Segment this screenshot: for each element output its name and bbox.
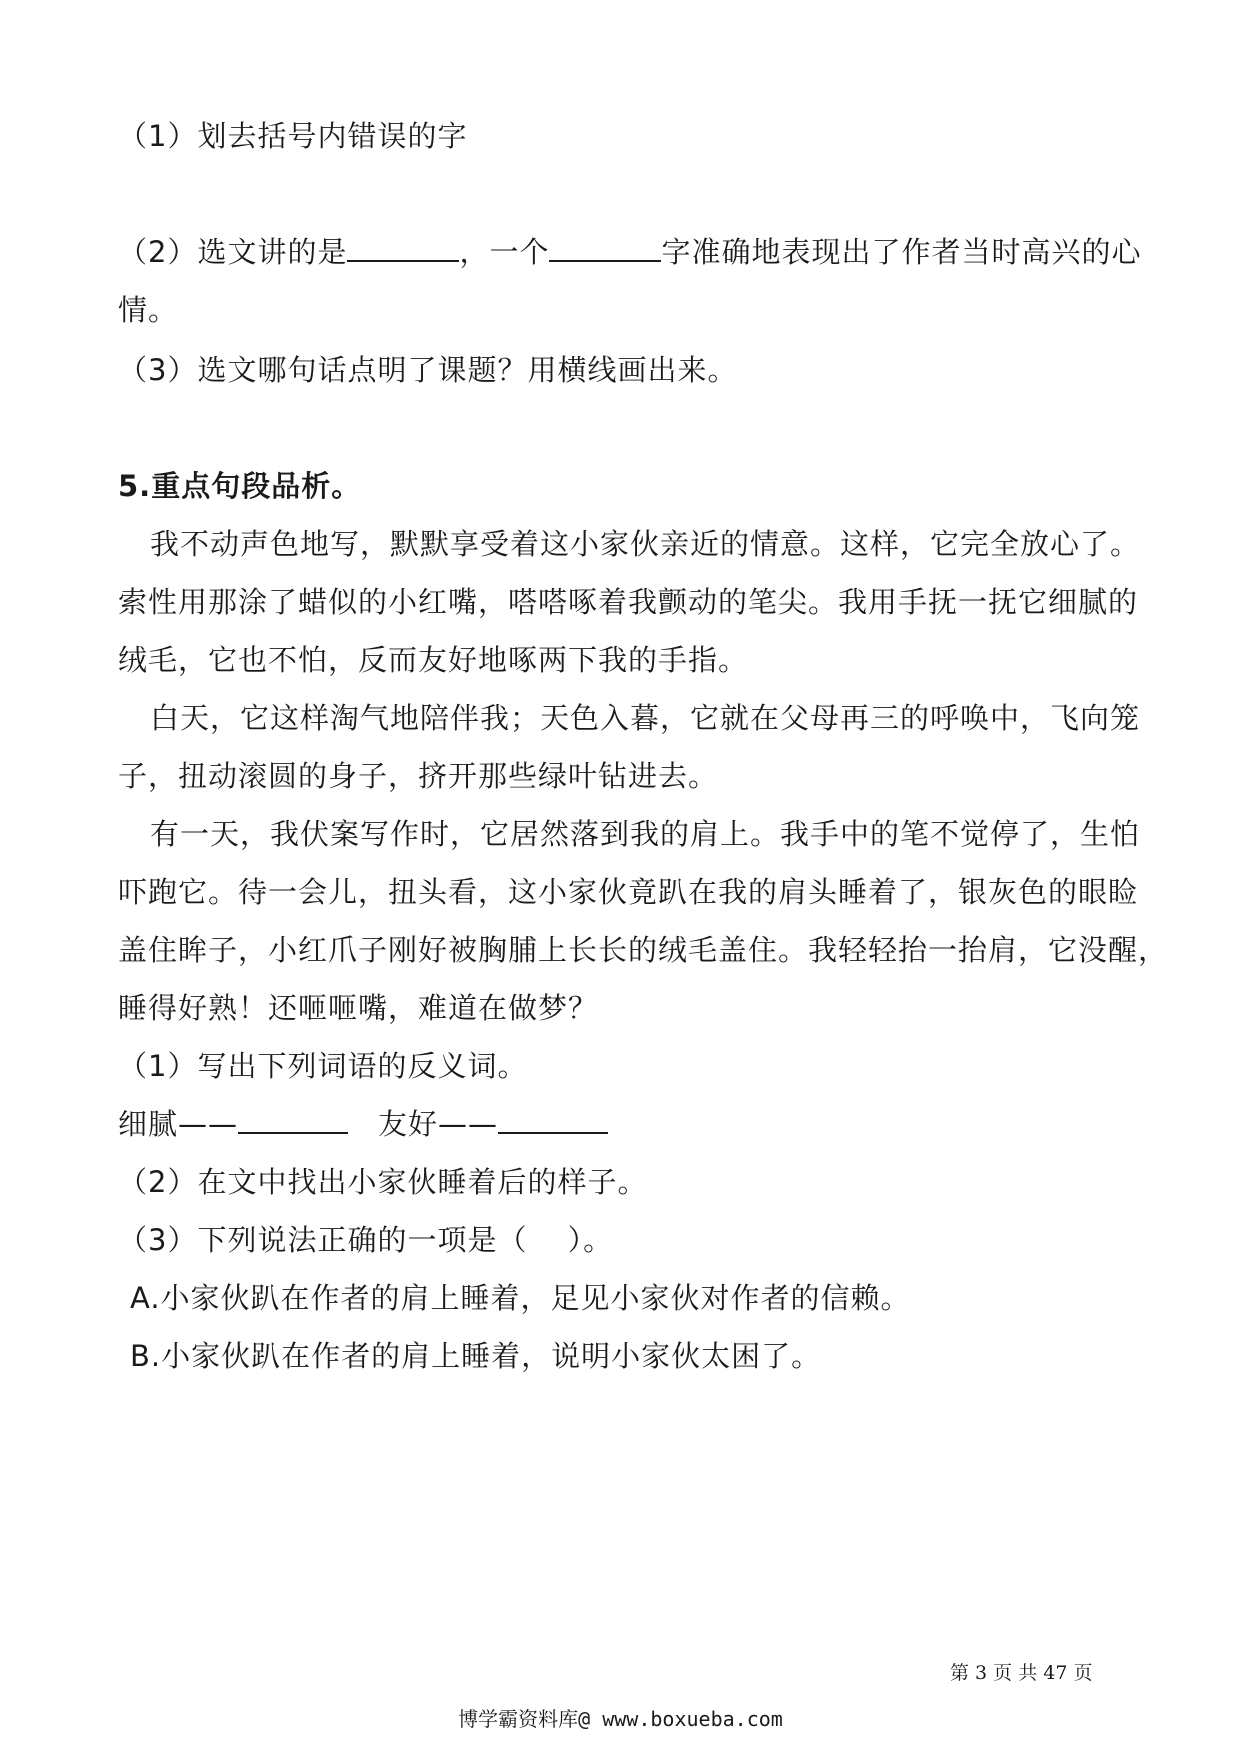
passage-paragraph-1-line-3: 绒毛，它也不怕，反而友好地啄两下我的手指。: [118, 643, 749, 677]
passage-paragraph-1-line-1: 我不动声色地写，默默享受着这小家伙亲近的情意。这样，它完全放心了。: [150, 527, 1141, 561]
section-5-title: 5.重点句段品析。: [118, 469, 362, 503]
question-4-3: （3）选文哪句话点明了课题？用横线画出来。: [118, 353, 738, 387]
question-4-2-part-a: （2）选文讲的是: [118, 235, 348, 269]
question-4-2-continued: 情。: [118, 293, 179, 327]
passage-paragraph-1-line-2: 索性用那涂了蜡似的小红嘴，嗒嗒啄着我颤动的笔尖。我用手抚一抚它细腻的: [118, 585, 1139, 619]
footer-watermark: 博学霸资料库@ www.boxueba.com: [458, 1707, 783, 1731]
antonym-word-1: 细腻——: [118, 1107, 239, 1141]
question-4-2: [118, 232, 1141, 272]
question-5-1: （1）写出下列词语的反义词。: [118, 1049, 528, 1083]
question-4-2-part-c: 字准确地表现出了作者当时高兴的心: [661, 235, 1142, 269]
answer-blank[interactable]: [498, 1104, 608, 1134]
question-5-2: （2）在文中找出小家伙睡着后的样子。: [118, 1165, 648, 1199]
option-b: B.小家伙趴在作者的肩上睡着，说明小家伙太困了。: [130, 1339, 822, 1373]
antonym-row: [118, 1104, 608, 1144]
passage-paragraph-3-line-1: 有一天，我伏案写作时，它居然落到我的肩上。我手中的笔不觉停了，生怕: [150, 817, 1141, 851]
passage-paragraph-3-line-2: 吓跑它。待一会儿，扭头看，这小家伙竟趴在我的肩头睡着了，银灰色的眼睑: [118, 875, 1139, 909]
answer-blank[interactable]: [549, 232, 661, 262]
passage-paragraph-3-line-4: 睡得好熟！还咂咂嘴，难道在做梦？: [118, 991, 599, 1025]
question-4-1: （1）划去括号内错误的字: [118, 119, 468, 153]
passage-paragraph-2-line-1: 白天，它这样淘气地陪伴我；天色入暮，它就在父母再三的呼唤中，飞向笼: [150, 701, 1141, 735]
antonym-word-2: 友好——: [378, 1107, 499, 1141]
question-4-2-part-b: ，一个: [459, 235, 550, 269]
option-a: A.小家伙趴在作者的肩上睡着，足见小家伙对作者的信赖。: [130, 1281, 911, 1315]
page-number: 第 3 页 共 47 页: [950, 1662, 1093, 1684]
answer-blank[interactable]: [347, 232, 459, 262]
passage-paragraph-2-line-2: 子，扭动滚圆的身子，挤开那些绿叶钻进去。: [118, 759, 719, 793]
passage-paragraph-3-line-3: 盖住眸子，小红爪子刚好被胸脯上长长的绒毛盖住。我轻轻抬一抬肩，它没醒，: [118, 933, 1169, 967]
question-5-3: （3）下列说法正确的一项是（ ）。: [118, 1223, 614, 1257]
answer-blank[interactable]: [238, 1104, 348, 1134]
